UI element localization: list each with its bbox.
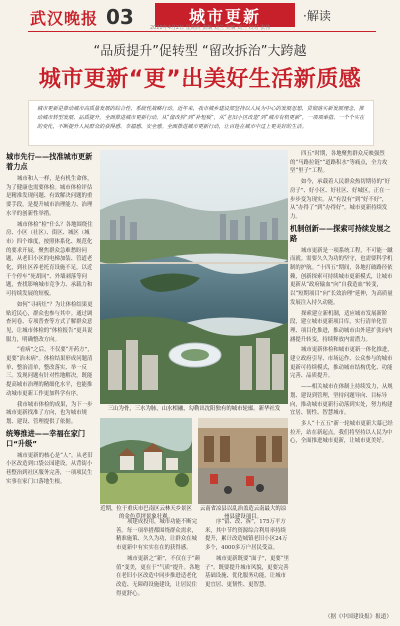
photo-caption: 云南省凉县以乱治盖造云南最大的凉州县建设项目。 [199,506,287,520]
page-number: 03 [106,5,134,29]
paragraph: 城市和人一样，是有机生命体，为了健康也需要体检。城市体检评估是精准发现问题、有效解决问题的重要手段，是提升城市治理能力、治理水平的创新性举措。 [6,176,93,217]
village-photo [100,418,192,504]
intro-box [28,100,374,146]
street-photo [198,418,288,504]
paragraph: 序“留、改、拆”，175万平方米，其中节约资源综合利用率持续提升，累计改造城镇老旧小区24万多个，4000多万户居民受益。 [205,519,288,552]
paragraph: ——相关城市在体制上持续发力，从规划、建设到管理，坚持问题导向、目标导向，推动城市更新行动落到实处，努力构建宜居、韧性、智慧城市。 [290,384,393,417]
paragraph: 如今，承载着人民群众热切期待的“好房子”、好小区、好社区、好城区，正在一步步变为现实。从“有没有”到“好不好”，从“办得了”到“办得好”，城市更新持续发力。 [290,179,391,220]
masthead [0,0,400,32]
article-column-mid2 [205,518,291,622]
paragraph: 城市体检“检”什么？各地围绕住房、小区（社区）、街区、城区（城市）四个维度，按照体系化、规范化的要求开展，聚焦群众急难愁盼问题，从老旧小区的电梯加装、管道老化，到社区养老托育设施不足，以近千个停车“死胡同”、外墙剥落等问题，查找影响城市竞争力、承载力和可持续发展的短板。 [6,221,93,298]
subhead: “品质提升”促转型 “留改拆治”大跨越 [93,44,307,59]
section-heading: 机制创新——探索可持续发展之路 [290,223,391,243]
paragraph: 城市更新之“新”，不仅在于“颜值”变美，更在于“气质”提升。各地在老旧小区改造中同步推进适老化改造、无障碍设施建设，让居民住得更舒心。 [116,555,200,597]
newspaper-logo: 武汉晚报 [30,8,99,28]
paragraph: 城市更新是一项系统工程，不可能一蹴而就。需要久久为功的坚守，也需要科学机制的护航。“十四五”期间，各地打破路径依赖，创新探索可持续城市更新模式，让城市更新从“政府输血”向“自我造血”转变，以“短期项目”向“长效治理”延伸，为高质量发展注入持久动能。 [290,247,393,306]
section-heading: 统筹推进——幸福在家门口“升级” [6,428,86,448]
article-column-right [290,150,395,622]
article-column-left [6,150,96,622]
photo-caption: 近期，位于重庆市巴南区云林天乡景区的金色草坪景象壮观。 [100,506,192,520]
aerial-city-photo [100,150,288,404]
edition-meta: 2020年4月2日 星期四 责编 刘兰 美编 刘兰 校对 张伟 [150,25,271,31]
section-subtitle: ·解读 [303,9,331,23]
paragraph: 我市城市体检的成果，为下一步城市更新找准了方向，也为城市规划、建设、管理提供了依据。 [6,401,93,425]
photo-caption: 三山为骨，三水为脉，山水相融，勾勒出沈阳独有的城市轮廓。新华社发 [107,406,281,412]
paragraph: “看病”之后，不仅要“开药方”，更要“治未病”。体检结果形成问题清单、整治清单，整改落实、举一反三。发现问题有针对性地解决，既能提高城市治理的精细化水平，也能推动城市更新工作更加科学有序。 [6,347,93,397]
paragraph: 四五”时期，各地聚焦群众反映强烈的“马路拉链”“道路积水”等痛点，全力攻坚“里子”工程。 [290,151,388,175]
paragraph: 多人“十五五”新一轮城市更新大幕已经拉开，站在新起点，我们将坚持以人民为中心，全面推进城市更新，让城市更美好。 [290,420,393,445]
paragraph: 探索建立新机制，适应城市发展新阶段，建立城市更新项目库，实行清单化管理、项目化推进，推动城市由外延扩张向内涵提升转变，持续释放内需潜力。 [290,310,393,343]
paragraph: 城市更新体检和城市更新一体化推进，建立政府引导、市场运作、公众参与的城市更新可持续模式，推动城市结构优化、功能完善、品质提升。 [290,347,393,380]
main-headline: 城市更新“更”出美好生活新质感 [38,67,362,92]
paragraph: 城市更新既要“面子”，更要“里子”。既要提升城市风貌，更要完善基础设施、优化服务功能，让城市更宜居、更韧性、更智慧。 [205,555,289,588]
masthead-rule [28,31,376,32]
section-title: 城市更新 [188,6,261,26]
paragraph: 如何“寻病灶”？为让体检结果更贴近民心，群众也参与其中。通过调查问卷、专项普查等方式了解群众意见，让城市体检的“体检报告”更具说服力，明确整改方向。 [6,301,93,343]
intro-text: 城市更新是推动城市高质量发展的综合性、系统性战略行动。近年来，我市城乡建设部坚持以人民为中心的发展思想，贯彻落实新发展理念，推动城市转型发展、品质提升，全面推进城市更新行动。从“留改拆”到“补短板”，从“老旧小区改造”到“城市有机更新”，一项项举措、一个个实在的变化，不断提升人民群众的获得感、幸福感、安全感。全面推进城市更新行动，让百姓在城市中过上更美好的生活。 [37,106,365,130]
masthead-left [30,5,134,29]
section-heading: 城市先行——找准城市更新着力点 [6,152,93,171]
paragraph: 项建成投用，城市功能不断完善。每一项举措都围绕群众需求，精准施策、久久为功，让群众在城市更新中有实实在在的获得感。 [116,519,198,552]
source-credit: （据《中国建设报》报道） [324,614,392,620]
article-column-mid [116,518,202,622]
paragraph: 城市更新的核心是“人”。从老旧小区改造到口袋公园建设，从背街小巷整治到社区服务完善，一项项民生实事在家门口落地生根。 [6,452,93,485]
